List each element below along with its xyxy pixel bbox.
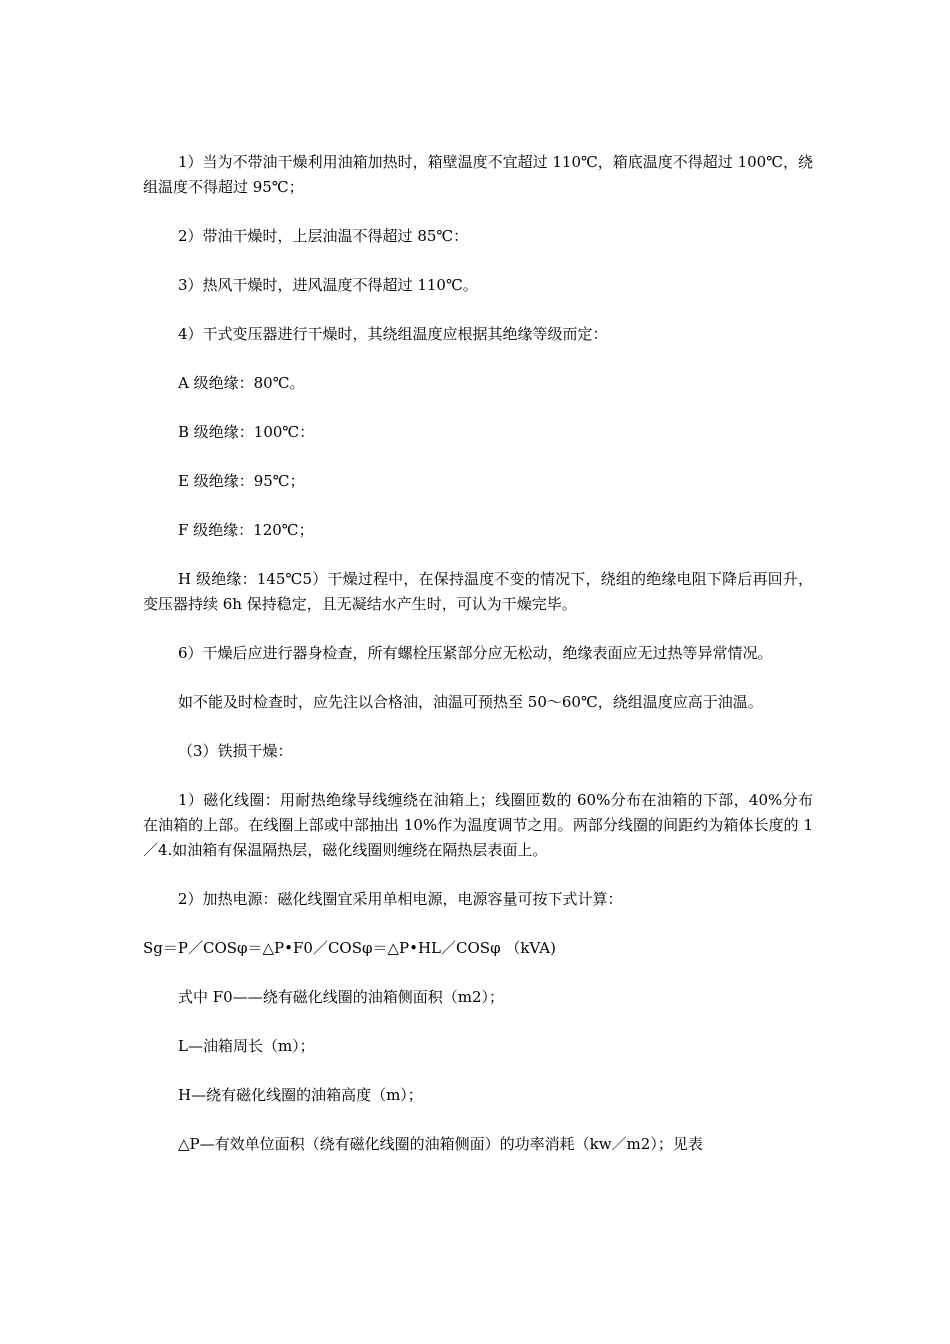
paragraph-class-h: H 级绝缘：145℃5）干燥过程中，在保持温度不变的情况下，绕组的绝缘电阻下降后再回升，变压器持续 6h 保持稳定，且无凝结水产生时，可认为干燥完毕。 <box>143 570 813 613</box>
definition-h: H—绕有磁化线圈的油箱高度（m）； <box>178 1086 423 1104</box>
paragraph-class-b: B 级绝缘：100℃： <box>178 423 315 441</box>
paragraph-class-a: A 级绝缘：80℃。 <box>178 374 305 392</box>
definition-l: L—油箱周长（m）； <box>178 1037 315 1055</box>
paragraph-dry-transformer: 4）干式变压器进行干燥时，其绕组温度应根据其绝缘等级而定： <box>178 325 608 343</box>
document-body <box>143 150 813 1181</box>
formula-power-capacity: Sg＝P／COSφ＝△P•F0／COSφ＝△P•HL／COSφ （kVA) <box>143 939 556 957</box>
paragraph-class-f: F 级绝缘：120℃； <box>178 521 314 539</box>
paragraph-oil-drying: 2）带油干燥时，上层油温不得超过 85℃： <box>178 227 469 245</box>
section-heading-iron-loss: （3）铁损干燥： <box>178 742 293 760</box>
paragraph-oil-fill: 如不能及时检查时，应先注以合格油，油温可预热至 50～60℃，绕组温度应高于油温。 <box>178 693 763 711</box>
definition-delta-p: △P—有效单位面积（绕有磁化线圈的油箱侧面）的功率消耗（kw／m2）；见表 <box>178 1135 703 1153</box>
paragraph-hot-air-drying: 3）热风干燥时，进风温度不得超过 110℃。 <box>178 276 478 294</box>
paragraph-inspection: 6）干燥后应进行器身检查，所有螺栓压紧部分应无松动，绝缘表面应无过热等异常情况。 <box>178 644 773 662</box>
paragraph-heating-power: 2）加热电源：磁化线圈宜采用单相电源，电源容量可按下式计算： <box>178 890 623 908</box>
paragraph-magnetizing-coil: 1）磁化线圈：用耐热绝缘导线缠绕在油箱上；线圈匝数的 60%分布在油箱的下部，40%分布在油箱的上部。在线圈上部或中部抽出 10%作为温度调节之用。两部分线圈的间距约为箱体长度的 1／4.如油箱有保温隔热层，磁化线圈则缠绕在隔热层表面上。 <box>143 791 813 859</box>
definition-f0: 式中 F0——绕有磁化线圈的油箱侧面积（m2）； <box>178 988 504 1006</box>
paragraph-oil-tank-heating: 1）当为不带油干燥利用油箱加热时，箱壁温度不宜超过 110℃，箱底温度不得超过 100℃，绕组温度不得超过 95℃； <box>143 153 813 196</box>
paragraph-class-e: E 级绝缘：95℃； <box>178 472 305 490</box>
